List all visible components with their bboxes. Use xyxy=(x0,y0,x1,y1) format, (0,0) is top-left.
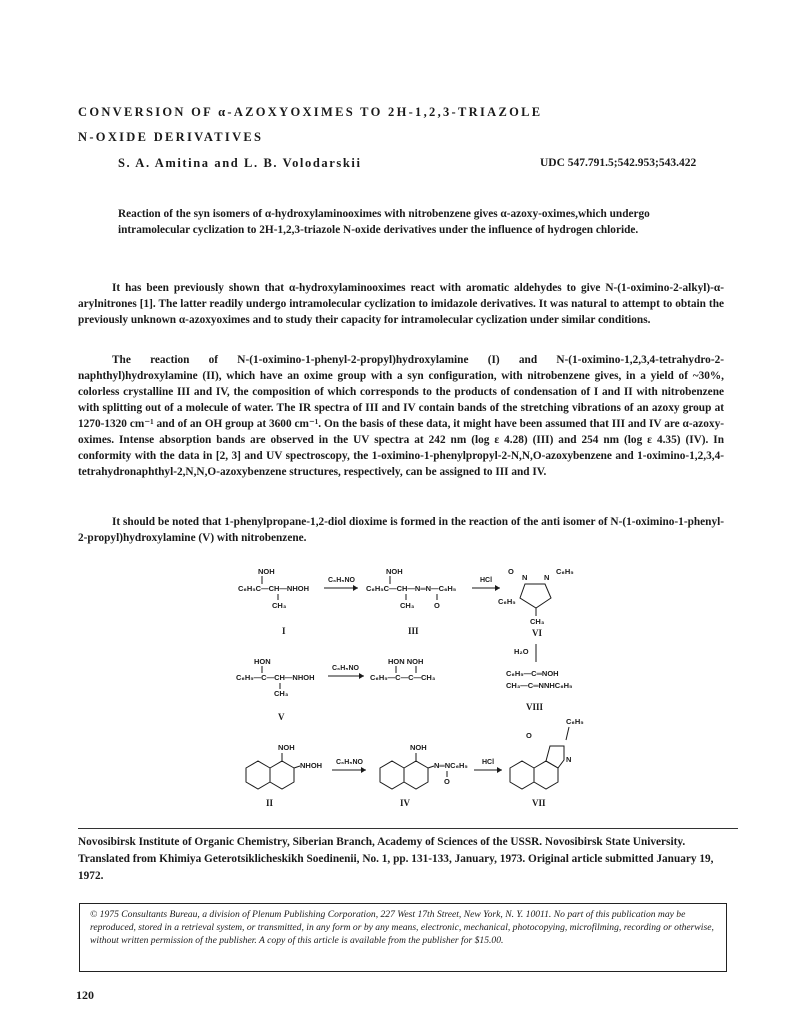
abstract: Reaction of the syn isomers of α-hydroxylaminooximes with nitrobenzene gives α-azoxy-oximes,which undergo intramolecular cyclization to 2H-1,2,3-triazole N-oxide derivatives under the influence of hydrogen chloride. xyxy=(118,208,650,236)
udc-code: UDC 547.791.5;542.953;543.422 xyxy=(540,157,697,169)
compound-VI-left-phenyl: C₆H₅ xyxy=(498,597,516,606)
body-paragraph-2 xyxy=(78,352,724,480)
compound-VII-phenyl: C₆H₅ xyxy=(566,717,584,726)
paragraph-text: The reaction of N-(1-oximino-1-phenyl-2-propyl)hydroxylamine (I) and N-(1-oximino-1,2,3,4-tetrahydro-2-naphthyl)hydroxylamine (II), which have an oxime group with a syn configuration, with nitrobenzene gives, in a yield of ~30%, colorless crystalline III and IV, the composition of which corresponds to the products of condensation of I and II with nitrobenzene with splitting out of a molecule of water. The IR spectra of III and IV contain bands of the stretching vibrations of an azoxy group at 1270-1320 cm⁻¹ and of an OH group at 3600 cm⁻¹. On the basis of these data, it might have been assumed that III and IV are α-azoxy-oximes. Intense absorption bands are observed in the UV spectra at 242 nm (log ε 4.28) (III) and 254 nm (log ε 4.35) (IV). In conformity with the data in [2, 3] and UV spectroscopy, the 1-oximino-1-phenylpropyl-2-N,N,O-azoxybenzene and 1-oximino-1,2,3,4-tetrahydronaphthyl-2,N,N,O-azoxybenzene structures, respectively, can be assigned to III and IV. xyxy=(78,354,724,478)
compound-III-methyl: CH₃ xyxy=(400,601,415,610)
compound-V-hon: HON xyxy=(254,657,271,666)
compound-VIII-line2: CH₃—C═NNHC₆H₅ xyxy=(506,681,573,690)
authors: S. A. Amitina and L. B. Volodarskii xyxy=(118,156,362,170)
paragraph-text: It has been previously shown that α-hydroxylaminooximes react with aromatic aldehydes to give N-(1-oximino-2-alkyl)-α-arylnitrones [1]. The latter readily undergo intramolecular cyclization to imidazole derivatives. It was natural to attempt to obtain the previously unknown α-azoxyoximes and to study their capacity for intramolecular cyclization under similar conditions. xyxy=(78,282,724,326)
footnote-divider xyxy=(78,828,738,829)
compound-III xyxy=(366,567,457,636)
compound-IV-label: IV xyxy=(400,798,411,808)
compound-III-noh: NOH xyxy=(386,567,403,576)
arrow-I-to-III xyxy=(324,577,358,591)
body-paragraph-1 xyxy=(78,280,724,328)
compound-I xyxy=(238,567,309,636)
compound-III-label: III xyxy=(408,626,419,636)
compound-IV xyxy=(380,743,468,808)
compound-III-formula: C₆H₅C—CH—N═N—C₆H₅ xyxy=(366,584,457,593)
compound-VI-label: VI xyxy=(532,628,543,638)
compound-IV-azoxy: N═NC₆H₅ xyxy=(434,761,468,770)
compound-IV-oxygen: O xyxy=(444,777,450,786)
affiliation-footnote: Novosibirsk Institute of Organic Chemistry, Siberian Branch, Academy of Sciences of the USSR. Novosibirsk State University. Translated from Khimiya Geterotsiklicheskikh Soedinenii, No. 1, pp. 131-133, January, 1973. Original article submitted January 19, 1972. xyxy=(78,836,714,882)
compound-V-formula: C₆H₅—C—CH—NHOH xyxy=(236,673,315,682)
water-reagent: H₂O xyxy=(514,647,529,656)
compound-VI-n2: N xyxy=(544,573,550,582)
compound-IV-noh: NOH xyxy=(410,743,427,752)
compound-VIII xyxy=(506,644,573,712)
body-paragraph-3 xyxy=(78,514,724,546)
compound-VI-phenyl: C₆H₅ xyxy=(556,567,574,576)
reagent-label: C₆H₅NO xyxy=(332,665,359,672)
compound-I-methyl: CH₃ xyxy=(272,601,287,610)
compound-I-formula: C₆H₅C—CH—NHOH xyxy=(238,584,310,593)
article-title xyxy=(78,100,718,150)
compound-VII xyxy=(510,717,584,808)
compound-I-label: I xyxy=(282,626,286,636)
reagent-label: C₆H₅NO xyxy=(336,759,363,766)
arrow-II-to-IV xyxy=(332,759,366,773)
paragraph-text: It should be noted that 1-phenylpropane-1,2-diol dioxime is formed in the reaction of the anti isomer of N-(1-oximino-1-phenyl-2-propyl)hydroxylamine (V) with nitrobenzene. xyxy=(78,516,724,544)
title-line-2: N-OXIDE DERIVATIVES xyxy=(78,130,264,144)
compound-II-noh: NOH xyxy=(278,743,295,752)
reagent-label: C₆H₅NO xyxy=(328,577,355,584)
reagent-label: HCl xyxy=(480,577,493,584)
arrow-IV-to-VII xyxy=(474,759,502,773)
compound-VI-methyl: CH₃ xyxy=(530,617,545,626)
arrow-V xyxy=(328,665,364,679)
compound-V-label: V xyxy=(278,712,285,722)
compound-VII-oxygen: O xyxy=(526,731,532,740)
title-line-1: CONVERSION OF α-AZOXYOXIMES TO 2H-1,2,3-TRIAZOLE xyxy=(78,105,543,119)
compound-III-oxygen: O xyxy=(434,601,440,610)
dioxime-formula: C₆H₅—C—C—CH₃ xyxy=(370,673,436,682)
compound-I-noh: NOH xyxy=(258,567,275,576)
compound-VIII-line1: C₆H₅—C═NOH xyxy=(506,669,559,678)
compound-V xyxy=(236,657,315,722)
compound-VII-label: VII xyxy=(532,798,546,808)
copyright-box: © 1975 Consultants Bureau, a division of Plenum Publishing Corporation, 227 West 17th Street, New York, N. Y. 10011. No part of this publication may be reproduced, stored in a retrieval system, or transmitted, in any form or by any means, electronic, mechanical, photocopying, microfilming, recording or otherwise, without written permission of the publisher. A copy of this article is available from the publisher for $15.00. xyxy=(79,903,727,972)
dioxime-noh-groups: HON NOH xyxy=(388,657,424,666)
diol-dioxime xyxy=(370,657,436,682)
compound-VI-oxygen: O xyxy=(508,567,514,576)
compound-II-nhoh: NHOH xyxy=(300,761,323,770)
compound-II xyxy=(246,743,322,808)
reagent-label: HCl xyxy=(482,759,495,766)
reaction-scheme xyxy=(220,560,740,820)
page-number: 120 xyxy=(76,988,94,1002)
compound-VI-n1: N xyxy=(522,573,528,582)
compound-VII-nitrogen: N xyxy=(566,755,572,764)
compound-VIII-label: VIII xyxy=(526,702,544,712)
arrow-III-to-VI xyxy=(472,577,500,591)
compound-II-label: II xyxy=(266,798,274,808)
compound-VI xyxy=(498,567,574,638)
compound-V-methyl: CH₃ xyxy=(274,689,289,698)
